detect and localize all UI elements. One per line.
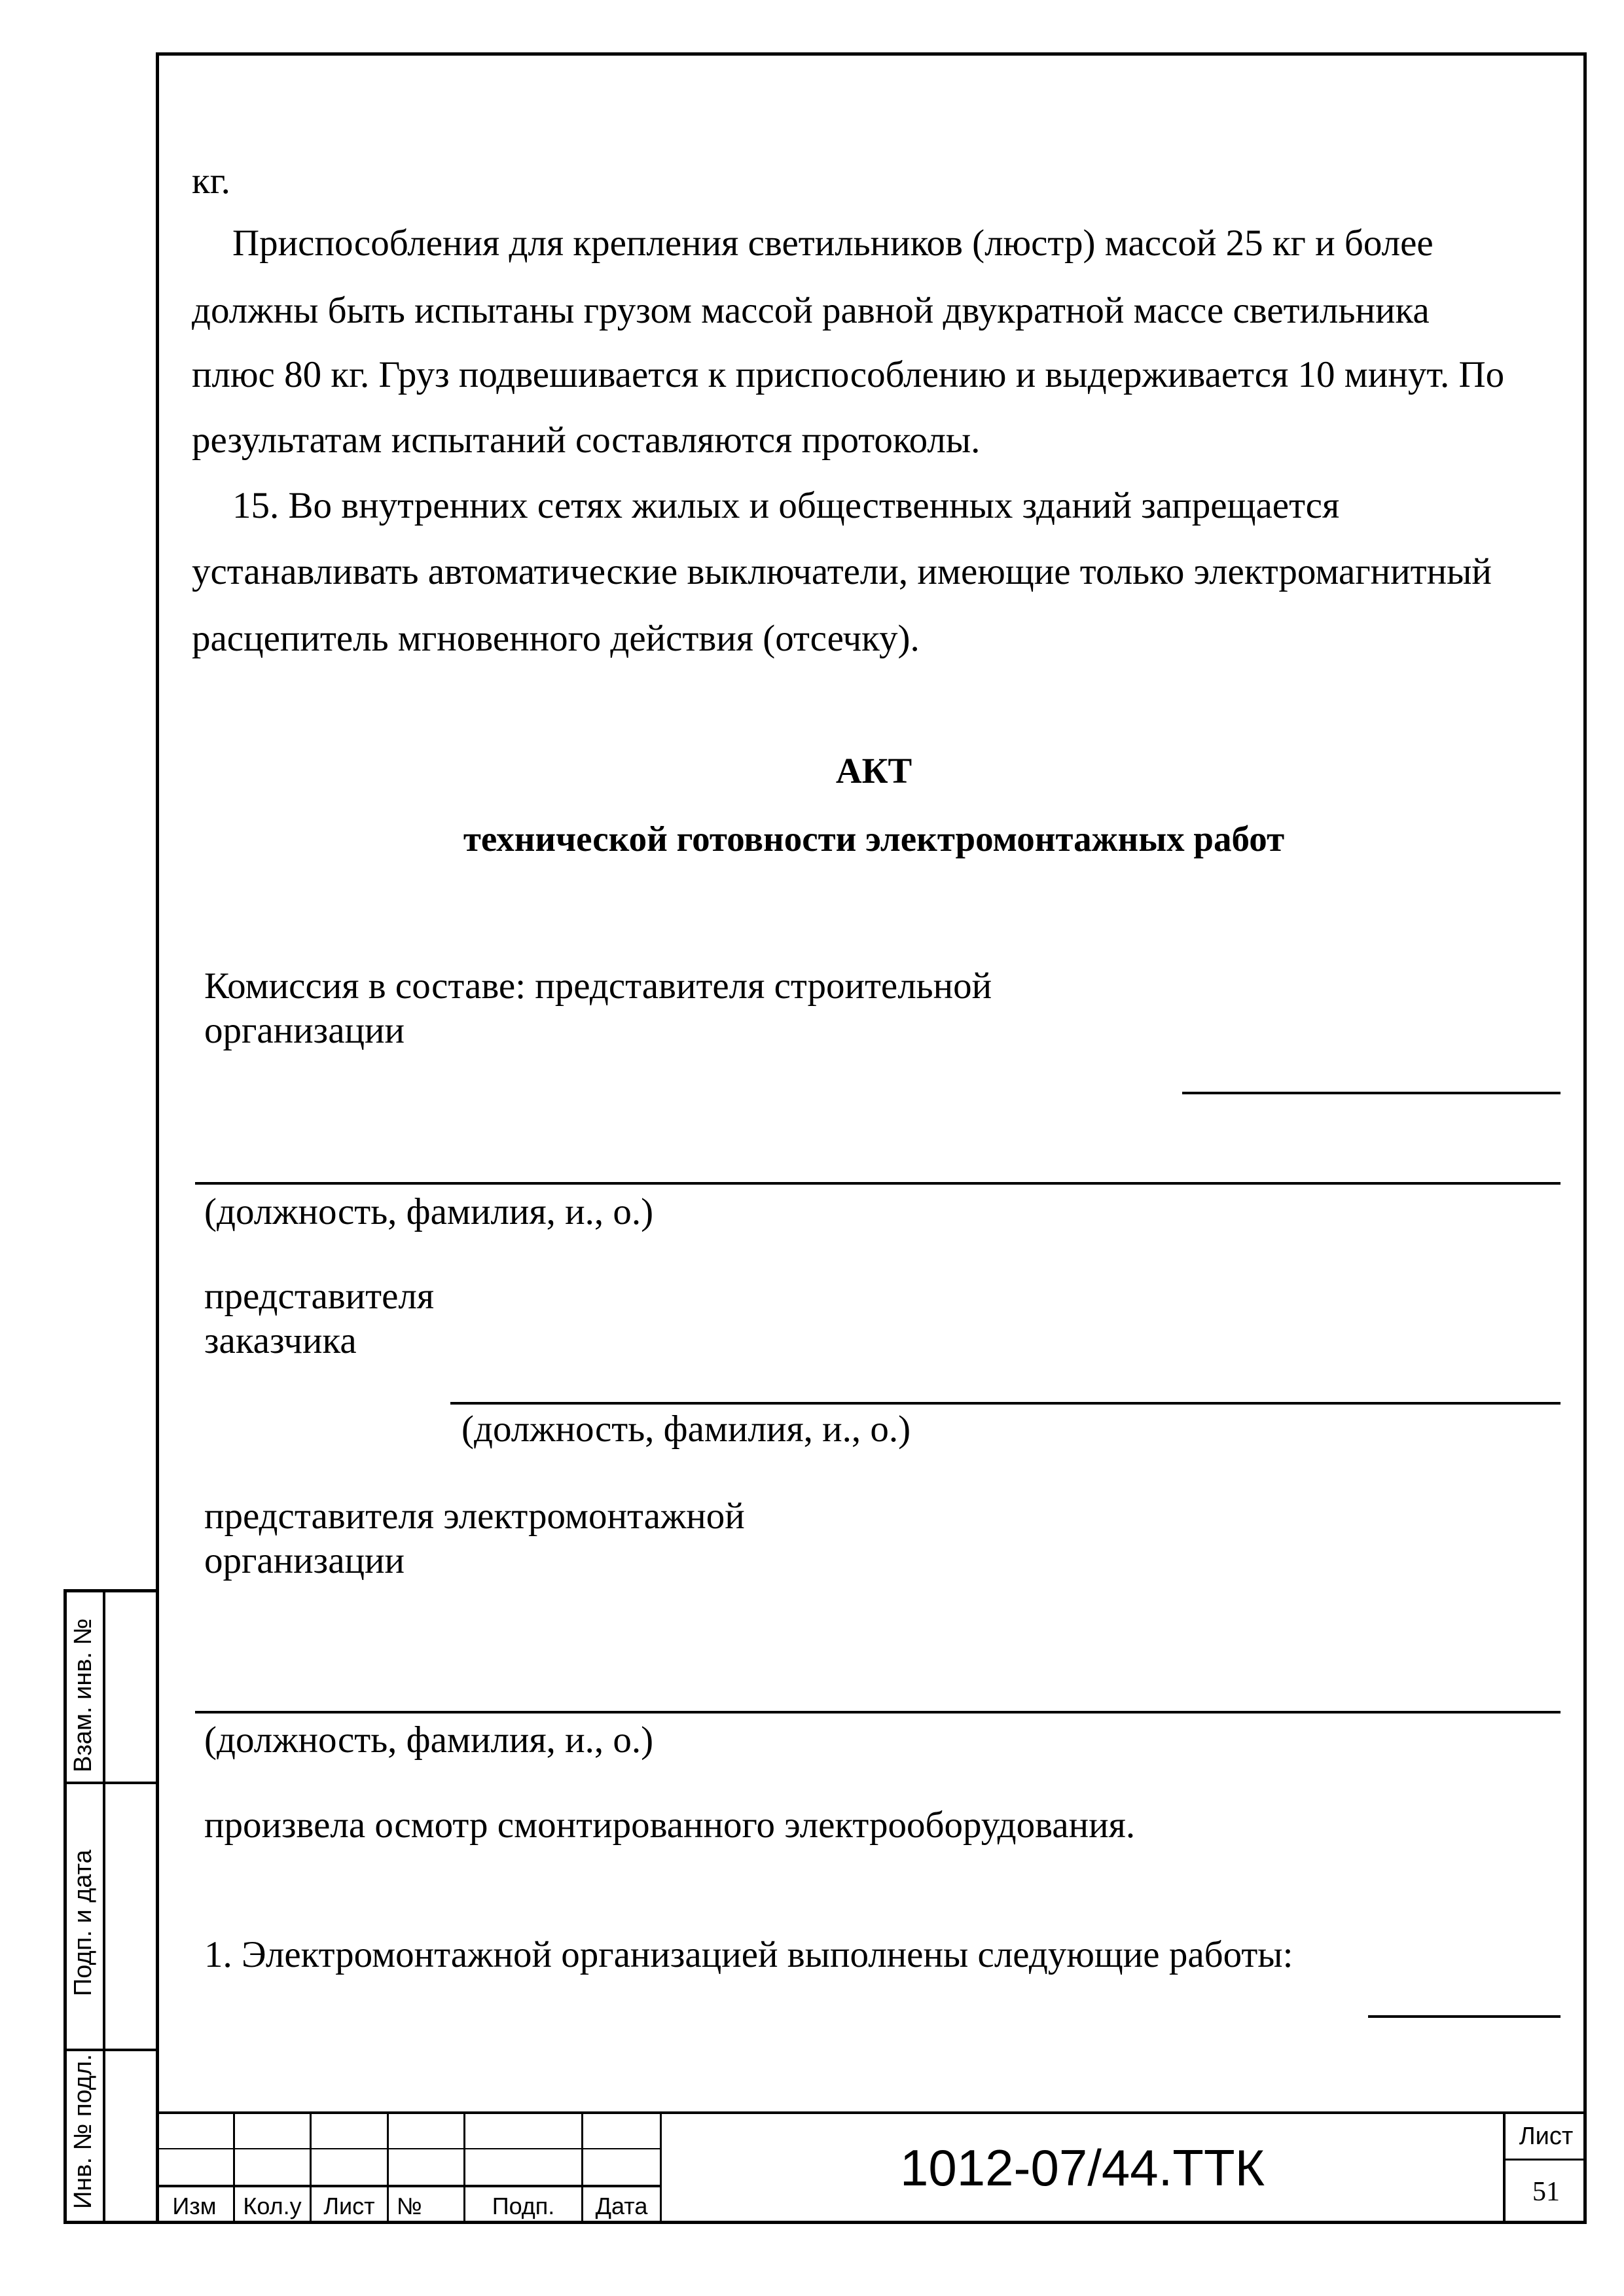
text-kg: кг.	[192, 160, 230, 202]
stamp-col-podp: Подп.	[492, 2193, 555, 2219]
side-stamp-divider-vertical	[103, 1589, 105, 2224]
signature-line-1	[195, 1182, 1561, 1185]
caption-position-name-2: (должность, фамилия, и., о.)	[461, 1408, 911, 1450]
signature-line-short-1	[1182, 1092, 1561, 1094]
inspected-text: произвела осмотр смонтированного электрооборудования.	[204, 1804, 1136, 1846]
item-1-text: 1. Электромонтажной организацией выполнены следующие работы:	[204, 1934, 1293, 1975]
electro-line-2: организации	[204, 1540, 405, 1581]
commission-line-1: Комиссия в составе: представителя строительной	[204, 965, 992, 1007]
item-1-fill-line	[1368, 2015, 1561, 2018]
stamp-col-no: №	[397, 2193, 422, 2219]
side-stamp-vzam-inv: Взам. инв. №	[69, 1618, 97, 1772]
side-stamp-inv-podl: Инв. № подл.	[69, 2054, 97, 2209]
paragraph-2-line-3: расцепитель мгновенного действия (отсечку).	[192, 618, 920, 659]
stamp-col-izm: Изм	[172, 2193, 217, 2219]
paragraph-1-line-4: результатам испытаний составляются протоколы.	[192, 420, 981, 461]
side-stamp-divider-1	[63, 1782, 159, 1784]
side-stamp-podp-data: Подп. и дата	[69, 1850, 97, 1996]
paragraph-1-line-1: Приспособления для крепления светильников (люстр) массой 25 кг и более	[232, 223, 1434, 264]
stamp-col-data: Дата	[595, 2193, 648, 2219]
stamp-col-list: Лист	[323, 2193, 375, 2219]
side-stamp-divider-2	[63, 2049, 159, 2051]
electro-line-1: представителя электромонтажной	[204, 1496, 745, 1537]
paragraph-2-line-1: 15. Во внутренних сетях жилых и общественных зданий запрещается	[232, 485, 1340, 526]
caption-position-name-1: (должность, фамилия, и., о.)	[204, 1191, 654, 1232]
stamp-row-line-1	[156, 2148, 661, 2149]
stamp-col-kolu: Кол.у	[243, 2193, 302, 2219]
paragraph-1-line-2: должны быть испытаны грузом массой равной двукратной массе светильника	[192, 290, 1430, 331]
caption-position-name-3: (должность, фамилия, и., о.)	[204, 1719, 654, 1761]
act-title: АКТ	[835, 751, 912, 791]
customer-line-2: заказчика	[204, 1320, 357, 1361]
signature-line-2	[450, 1402, 1561, 1405]
act-subtitle: технической готовности электромонтажных работ	[463, 819, 1285, 859]
stamp-sheet-label: Лист	[1519, 2123, 1574, 2150]
paragraph-2-line-2: устанавливать автоматические выключатели, имеющие только электромагнитный	[192, 551, 1492, 592]
stamp-row-line-2	[156, 2185, 661, 2187]
commission-line-2: организации	[204, 1010, 405, 1051]
paragraph-1-line-3: плюс 80 кг. Груз подвешивается к приспособлению и выдерживается 10 минут. По	[192, 354, 1505, 395]
stamp-sheet-number: 51	[1532, 2177, 1560, 2207]
customer-line-1: представителя	[204, 1276, 435, 1317]
signature-line-3	[195, 1711, 1561, 1713]
document-code: 1012-07/44.ТТК	[899, 2139, 1265, 2197]
